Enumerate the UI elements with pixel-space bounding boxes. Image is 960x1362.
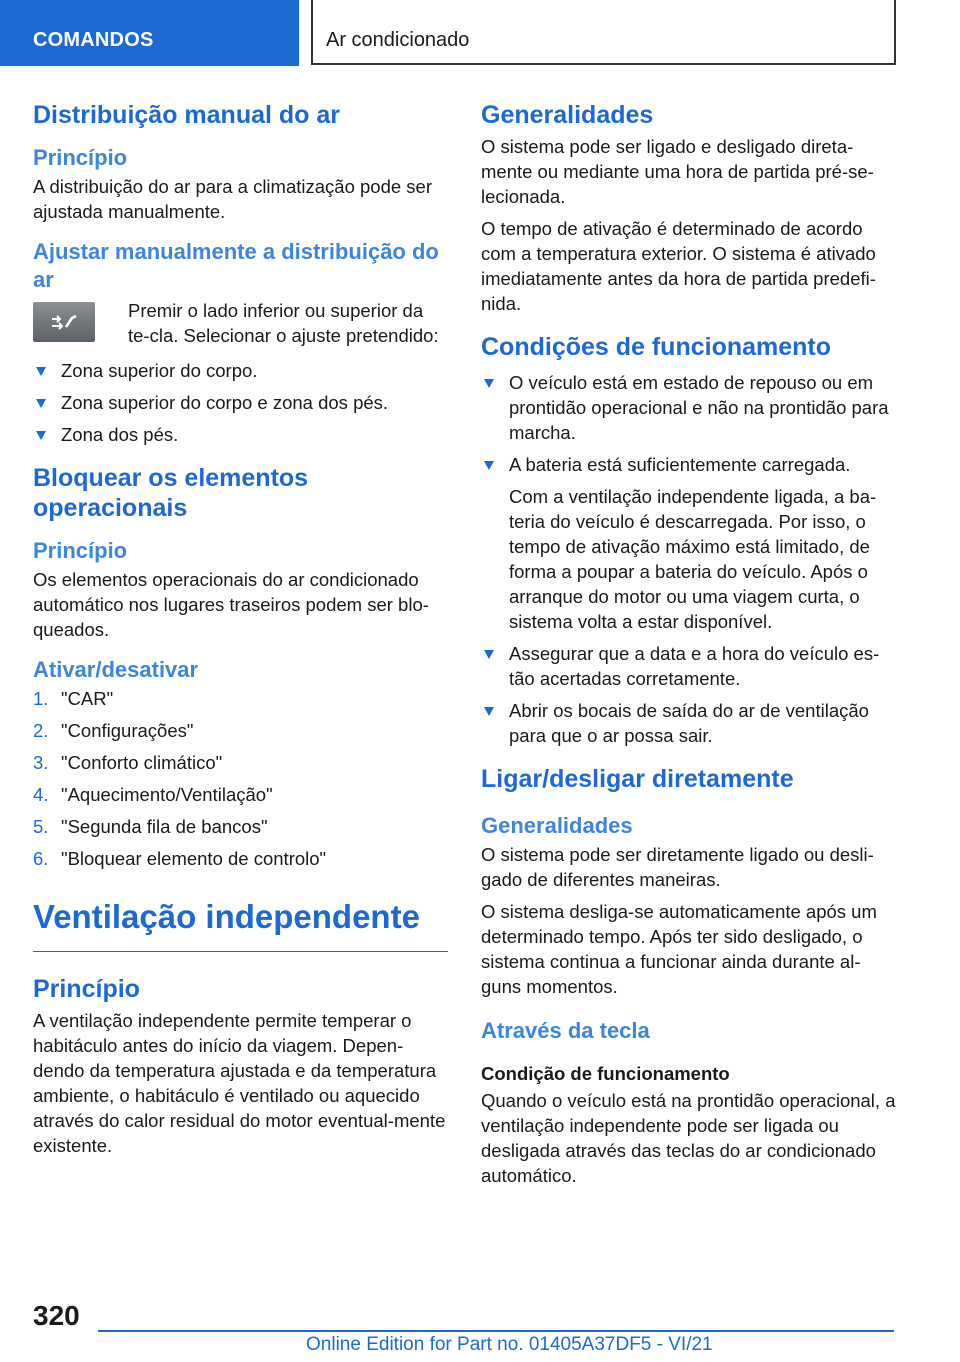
list-item: 2. "Configurações" — [33, 720, 194, 741]
bullet-triangle-icon — [484, 650, 494, 659]
right-column — [481, 100, 896, 1195]
list-item: 6. "Bloquear elemento de controlo" — [33, 848, 327, 869]
chapter-title: Ar condicionado — [326, 29, 470, 51]
list-item: 4. "Aquecimento/Ventilação" — [33, 784, 273, 805]
left-column — [33, 100, 448, 1165]
list-item: Zona dos pés. — [33, 422, 448, 447]
bullet-triangle-icon — [484, 707, 494, 716]
list-item: 1. "CAR" — [33, 688, 114, 709]
list-item: 3. "Conforto climático" — [33, 752, 223, 773]
heading-activate-deactivate: Ativar/desativar — [33, 657, 199, 682]
paragraph-general-1: O sistema pode ser ligado e desligado direta‐mente ou mediante uma hora de partida pré-se‐lecionada. — [481, 136, 874, 207]
heading-via-button: Através da tecla — [481, 1018, 650, 1043]
heading-manual-distribution: Distribuição manual do ar — [33, 101, 341, 129]
condition-note: Com a ventilação independente ligada, a ba‐teria do veículo é descarregada. Por isso, o tempo de ativação máximo está limitado, de forma a poupar a bateria do veículo. Após o arranque do motor ou uma viagem curta, o sistema volta a estar disponível. — [509, 486, 877, 632]
bullet-triangle-icon — [36, 367, 46, 376]
list-item: A bateria está suficientemente carregada. Com a ventilação independente ligada, a ba‐teria do veículo é descarregada. Por isso, o tempo de ativação máximo está limitado, de forma a poupar a bateria do veículo. Após o arranque do motor ou uma viagem curta, o sistema volta a estar disponível. — [481, 452, 896, 634]
footer-divider — [98, 1330, 894, 1332]
section-tab — [0, 0, 299, 66]
heading-operating-condition: Condição de funcionamento — [481, 1063, 730, 1084]
list-item: 5. "Segunda fila de bancos" — [33, 816, 268, 837]
paragraph-general-2: O tempo de ativação é determinado de acordo com a temperatura exterior. O sistema é ativado imediatamente antes da hora de partida predefi‐nida. — [481, 218, 876, 314]
page-header — [0, 0, 960, 66]
paragraph-general-3: O sistema pode ser diretamente ligado ou desli‐gado de diferentes maneiras. — [481, 844, 874, 890]
paragraph-principle-3: A ventilação independente permite temperar o habitáculo antes do início da viagem. Depen‐dendo da temperatura ajustada e da temperatura ambiente, o habitáculo é ventilado ou aquecido através do calor residual do motor eventual‐mente existente. — [33, 1010, 446, 1156]
heading-adjust-manually: Ajustar manualmente a distribuição do ar — [33, 239, 439, 292]
edition-text: Online Edition for Part no. 01405A37DF5 - VI/21 — [306, 1334, 713, 1355]
chapter-tab — [311, 0, 896, 65]
air-distribution-icon — [33, 302, 95, 342]
paragraph-principle-2: Os elementos operacionais do ar condicionado automático nos lugares traseiros podem ser blo‐queados. — [33, 569, 429, 640]
paragraph-principle-1: A distribuição do ar para a climatização pode ser ajustada manualmente. — [33, 176, 432, 222]
bullet-triangle-icon — [36, 431, 46, 440]
bullet-triangle-icon — [484, 379, 494, 388]
zone-list — [33, 358, 448, 447]
heading-lock-controls: Bloquear os elementos operacionais — [33, 464, 309, 522]
bullet-triangle-icon — [36, 399, 46, 408]
heading-general-2: Generalidades — [481, 813, 633, 838]
bullet-triangle-icon — [484, 461, 494, 470]
list-item: O veículo está em estado de repouso ou em prontidão operacional e não na prontidão para marcha. — [481, 370, 896, 445]
section-title: COMANDOS — [33, 29, 154, 51]
steps-list — [33, 686, 448, 871]
list-item: Abrir os bocais de saída do ar de ventilação para que o ar possa sair. — [481, 698, 896, 748]
page-number: 320 — [33, 1300, 80, 1331]
paragraph-operating-condition: Quando o veículo está na prontidão operacional, a ventilação independente pode ser ligada ou desligada através das teclas do ar condicionado automático. — [481, 1090, 896, 1186]
list-item: Assegurar que a data e a hora do veículo es‐tão acertadas corretamente. — [481, 641, 896, 691]
list-item: Zona superior do corpo e zona dos pés. — [33, 390, 448, 415]
heading-principle-3: Princípio — [33, 975, 140, 1003]
paragraph-general-4: O sistema desliga-se automaticamente após um determinado tempo. Após ter sido desligado, o sistema continua a funcionar ainda durante al‐guns momentos. — [481, 901, 877, 997]
heading-principle-1: Princípio — [33, 145, 128, 170]
heading-operating-conditions: Condições de funcionamento — [481, 333, 832, 361]
heading-general: Generalidades — [481, 101, 654, 129]
heading-direct-switch: Ligar/desligar diretamente — [481, 765, 794, 793]
list-item: Zona superior do corpo. — [33, 358, 448, 383]
conditions-list — [481, 370, 896, 748]
paragraph-adjust: Premir o lado inferior ou superior da te‐cla. Selecionar o ajuste pretendido: — [128, 300, 439, 346]
heading-independent-ventilation: Ventilação independente — [33, 897, 448, 952]
heading-principle-2: Princípio — [33, 538, 128, 563]
adjust-instruction — [33, 298, 448, 348]
